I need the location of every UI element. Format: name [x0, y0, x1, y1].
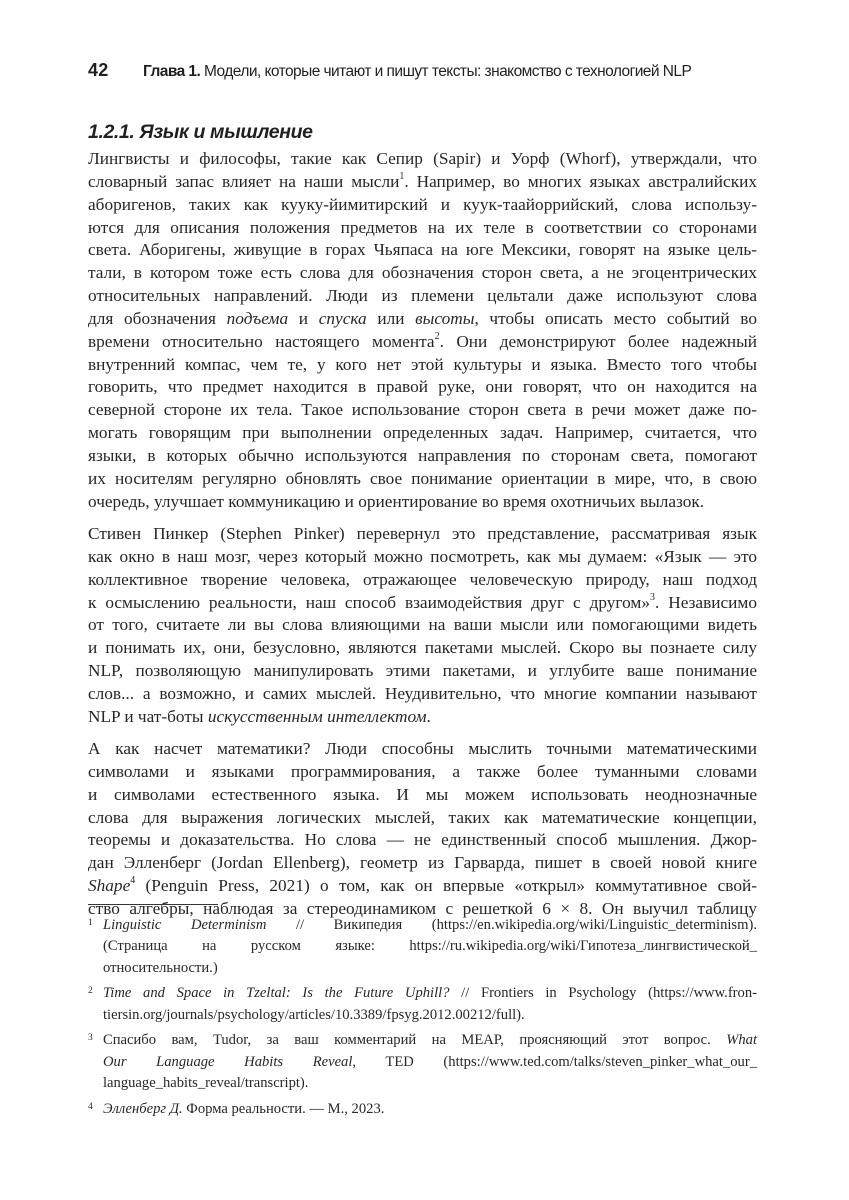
text-line: теоремы и доказательства. Но слова — не единственный способ мышления. Джор-	[88, 830, 757, 850]
emphasis: высоты	[415, 308, 475, 328]
text-line: как окно в наш мозг, через который можно посмотреть, как мы думаем: «Язык — это	[88, 546, 757, 566]
footnote	[88, 1099, 757, 1120]
text-line: tiersin.org/journals/psychology/articles/10.3389/fpsyg.2012.00212/full).	[103, 1006, 525, 1023]
text-line: северной стороне их тела. Такое использование сторон света в речи может даже по-	[88, 400, 757, 420]
text-line: очередь, улучшает коммуникацию и ориентирование во время охотничьих вылазок.	[88, 491, 705, 511]
text-line: Shape$^4$ (Penguin Press, 2021) о том, как он впервые «открыл» коммутативное свой-	[88, 875, 757, 896]
running-head	[88, 62, 757, 86]
footnote-ref: 4	[130, 875, 136, 887]
chapter-heading	[143, 63, 691, 81]
emphasis: спуска	[318, 308, 367, 328]
text-line: и символами естественного языка. И мы можем использовать неоднозначные	[88, 784, 757, 804]
paragraph	[88, 738, 757, 921]
emphasis: Linguistic Determinism	[103, 917, 267, 933]
text-line: говорить, что предмет находится в правой руке, они говорят, что он находится на	[88, 377, 757, 397]
footnote-marker: 2	[88, 986, 93, 997]
text-line: слов... а возможно, и самих мыслей. Неудивительно, что многие компании называют	[88, 683, 757, 703]
text-line: Linguistic Determinism // Википедия (https://en.wikipedia.org/wiki/Linguistic_determinism).	[103, 917, 757, 933]
text-line: от того, считаете ли вы слова влияющими на ваши мысли или помогающими видеть	[88, 615, 757, 635]
text-line: дан Элленберг (Jordan Ellenberg), геометр из Гарварда, пишет в своей новой книге	[88, 853, 757, 873]
text-line: слова для выражения логических мыслей, таких как математические концепции,	[88, 807, 757, 827]
text-line: внутренний компас, чем те, у кого нет этой культуры и языка. Вместо того чтобы	[88, 354, 757, 374]
text-line: Элленберг Д. Форма реальности. — М., 2023.	[103, 1100, 385, 1117]
text-line: А как насчет математики? Люди способны мыслить точными математическими	[88, 739, 757, 759]
text-line: NLP и чат-боты искусственным интеллектом.	[88, 706, 431, 726]
text-line: Time and Space in Tzeltal: Is the Future Uphill? // Frontiers in Psychology (https://www.fron-	[103, 985, 757, 1002]
text-line: ются для описания положения предметов на их теле в соответствии со сторонами	[88, 217, 757, 237]
text-line: света. Аборигены, живущие в горах Чьяпаса на юге Мексики, говорят на языке цель-	[88, 240, 757, 260]
text-line: символами и языками программирования, а также более туманными словами	[88, 761, 757, 781]
emphasis: Our Language Habits Reveal	[103, 1053, 353, 1070]
text-line: Our Language Habits Reveal, TED (https://www.ted.com/talks/steven_pinker_what_our_	[103, 1053, 757, 1070]
chapter-label: Глава 1.	[143, 63, 201, 80]
paragraph	[88, 523, 757, 729]
text-line: для обозначения подъема и спуска или высоты, чтобы описать место событий во	[88, 308, 757, 328]
text-line: к осмыслению реальности, наш способ взаимодействия друг с другом»$^3$. Независимо	[88, 591, 757, 612]
text-line: и понимать их, они, безусловно, являются пакетами мыслей. Скоро вы познаете силу	[88, 638, 757, 658]
text-line: NLP, позволяющую манипулировать этими пакетами, и углубите ваше понимание	[88, 661, 757, 681]
text-line: Лингвисты и философы, такие как Сепир (Sapir) и Уорф (Whorf), утверждали, что	[88, 149, 757, 168]
body-text	[88, 148, 757, 930]
footnote	[88, 1030, 757, 1094]
text-line: времени относительно настоящего момента$^2$. Они демонстрируют более надежный	[88, 330, 757, 351]
text-line: ство алгебры, наблюдая за стереодинамиком с решеткой 6 × 8. Он выучил таблицу	[88, 899, 757, 918]
text-line: коллективное творение человека, отражающее человеческую природу, наш подход	[88, 569, 757, 589]
text-line: (Страница на русском языке: https://ru.wikipedia.org/wiki/Гипотеза_лингвистической_	[103, 938, 757, 955]
text-line: тали, в котором тоже есть слова для обозначения сторон света, а не эгоцентрических	[88, 263, 757, 283]
text-line: аборигенов, таких как кууку-йимитирский и куук-таайоррийский, слова использу-	[88, 194, 757, 214]
text-line: Спасибо вам, Tudor, за ваш комментарий на MEAP, проясняющий этот вопрос. What	[103, 1032, 757, 1049]
footnote-ref: 1	[399, 171, 405, 183]
emphasis: Shape	[88, 876, 131, 896]
text-line: словарный запас влияет на наши мысли$^1$. Например, во многих языках австралийских	[88, 171, 758, 191]
text-line: языки, в которых обычно используются направления по сторонам света, помогают	[88, 445, 757, 465]
footnotes	[88, 915, 757, 1125]
text-line: Стивен Пинкер (Stephen Pinker) перевернул это представление, рассматривая язык	[88, 524, 757, 543]
emphasis: подъема	[226, 308, 289, 328]
paragraph	[88, 148, 757, 514]
footnote	[88, 983, 757, 1026]
text-line: относительности.)	[103, 959, 218, 976]
emphasis: What	[726, 1032, 757, 1049]
footnote-marker: 4	[88, 1101, 93, 1112]
emphasis: Time and Space in Tzeltal: Is the Future Uphill?	[103, 985, 450, 1002]
emphasis: Элленберг Д.	[103, 1100, 183, 1117]
chapter-title: Модели, которые читают и пишут тексты: знакомство с технологией NLP	[200, 63, 692, 80]
footnote-ref: 2	[434, 330, 440, 342]
emphasis: искусственным интеллектом	[207, 706, 427, 726]
footnote-marker: 3	[88, 1033, 93, 1044]
text-line: language_habits_reveal/transcript).	[103, 1075, 309, 1092]
section-title: 1.2.1. Язык и мышление	[88, 121, 313, 143]
footnote-marker: 1	[88, 918, 93, 928]
text-line: их носителям регулярно обновлять свое понимание ориентации в мире, что, в свою	[88, 468, 757, 488]
text-line: могать говорящим при выполнении определенных задач. Например, считается, что	[88, 423, 757, 443]
footnote	[88, 915, 757, 979]
footnote-ref: 3	[649, 591, 655, 603]
footnote-divider	[88, 904, 218, 905]
page-number: 42	[88, 60, 109, 80]
text-line: относительных направлений. Люди из племени цельтали даже используют слова	[88, 286, 757, 306]
